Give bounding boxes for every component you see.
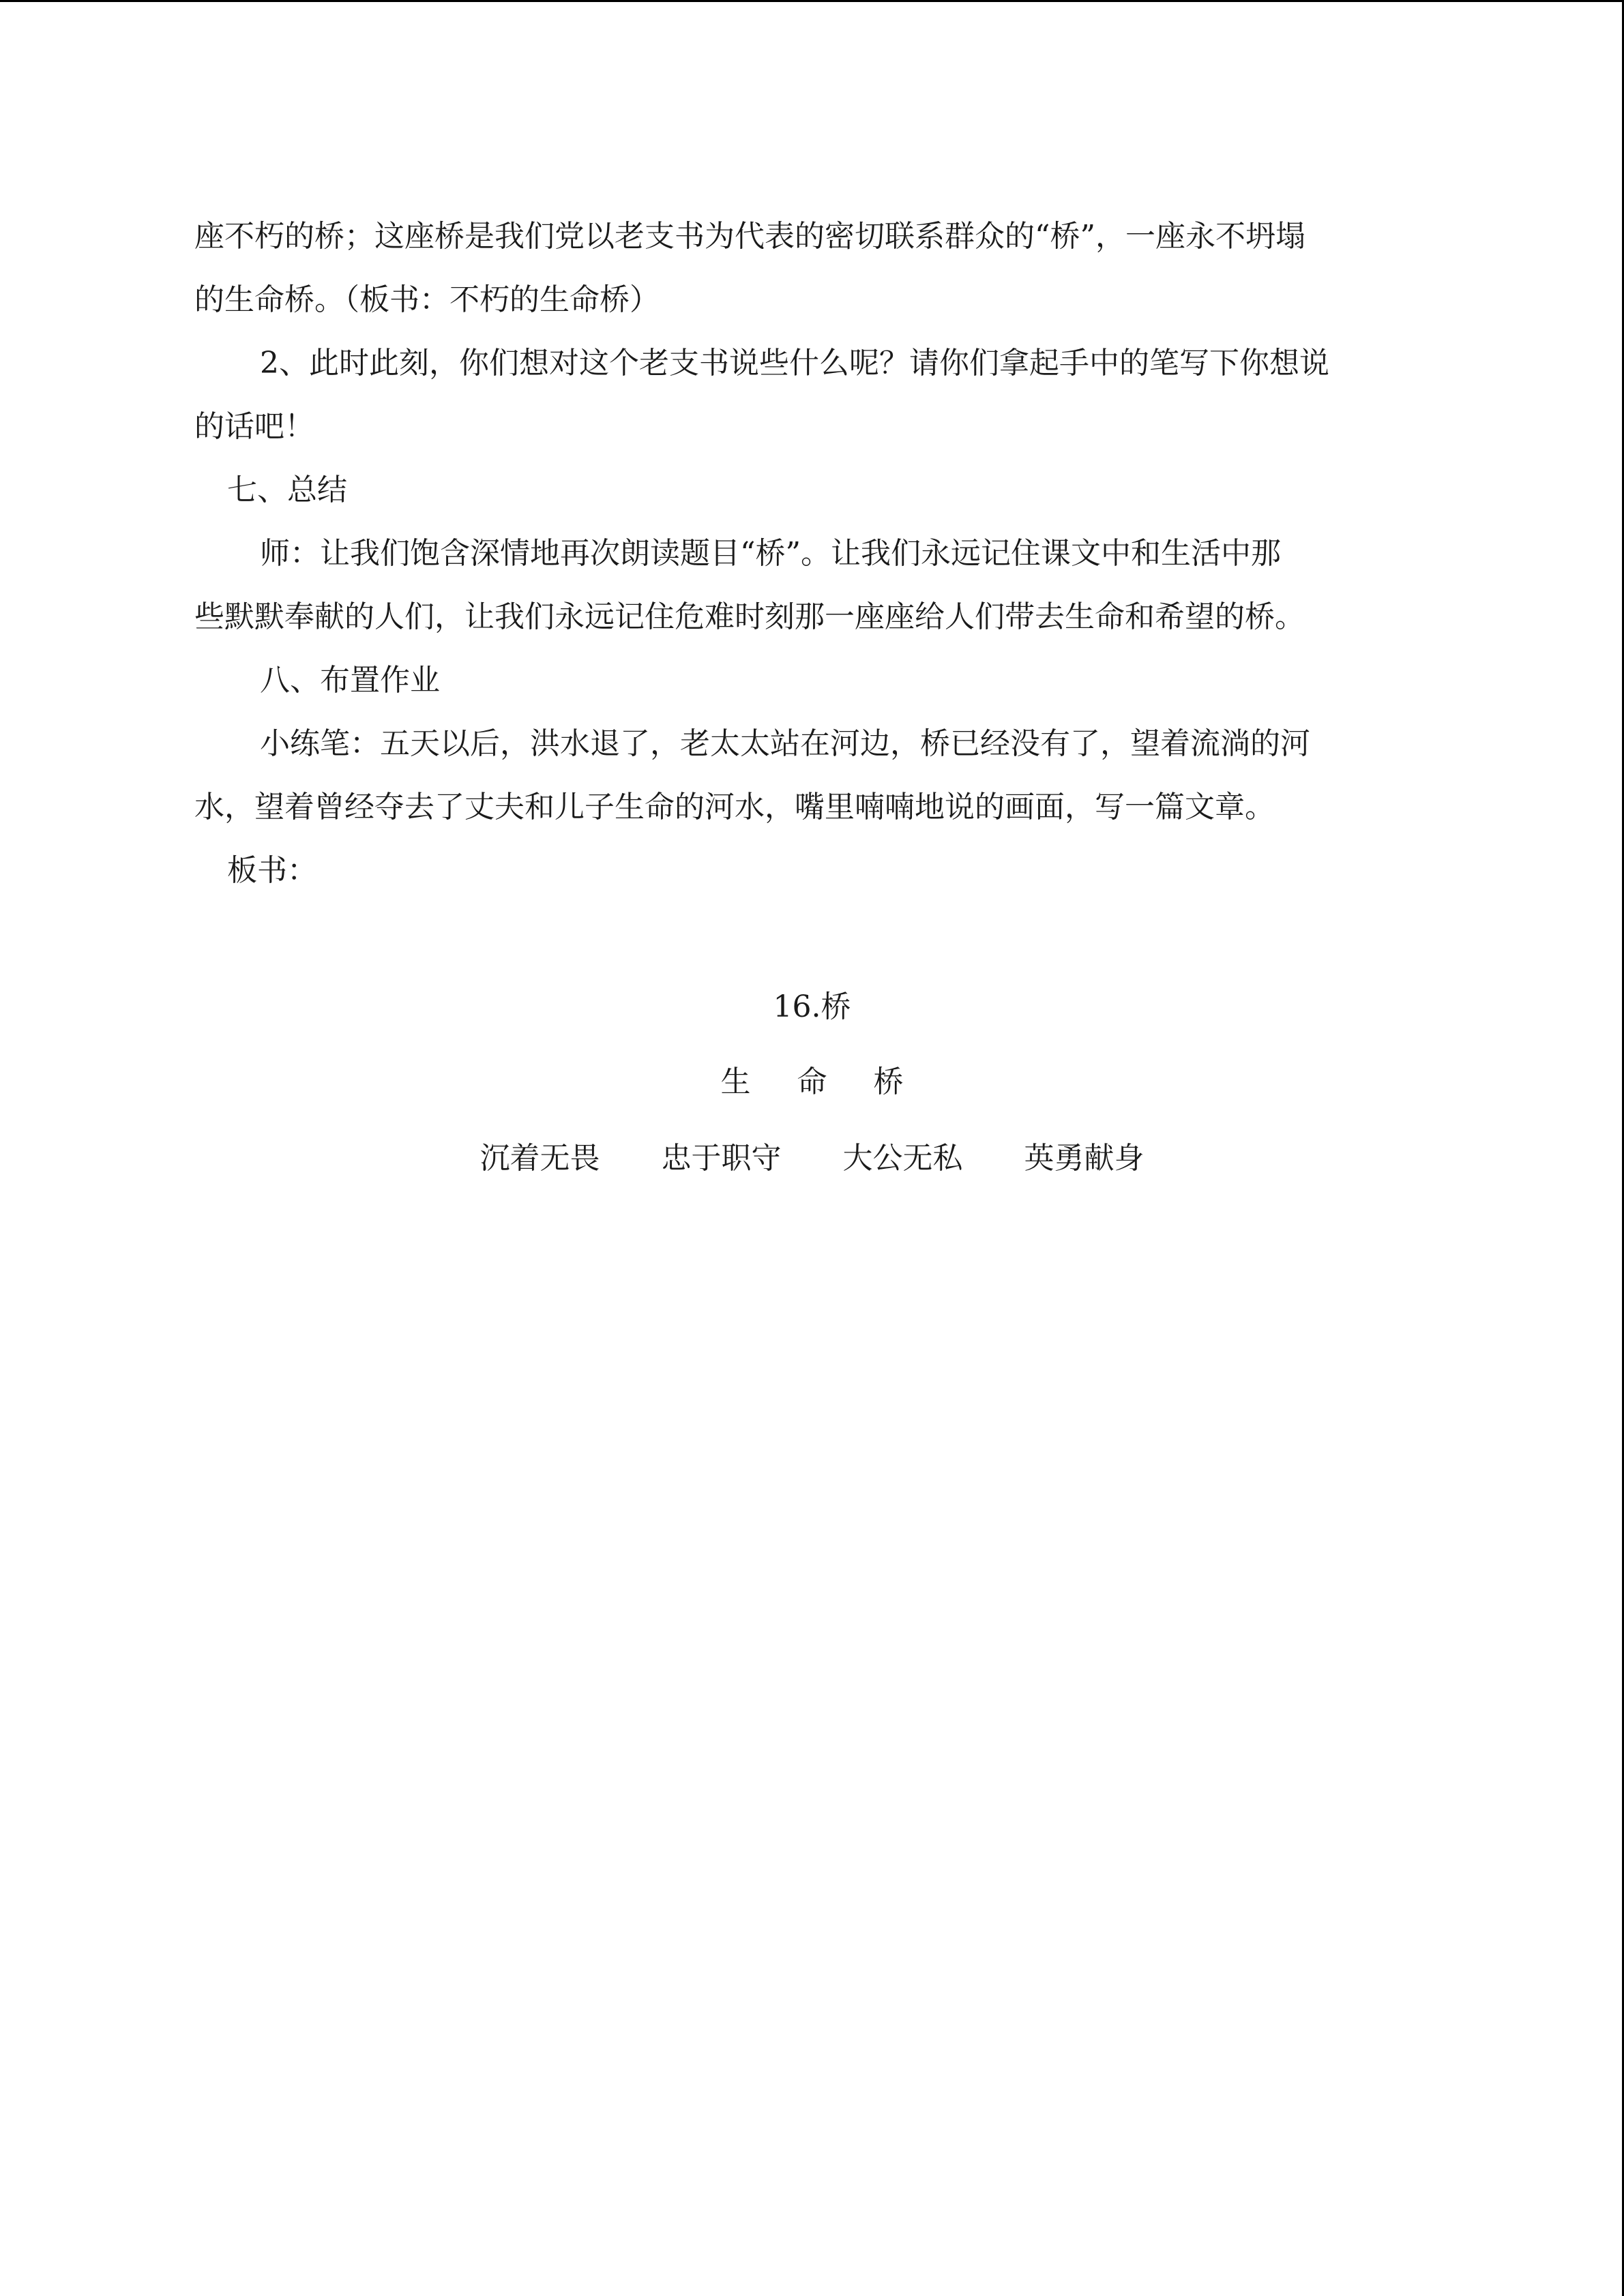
section-heading-homework: 八、布置作业 [260,663,440,698]
board-center-char: 命 [797,1064,827,1099]
board-center-char: 桥 [873,1064,904,1099]
paragraph-line: 的话吧！ [194,409,314,444]
page-border-top [0,0,1624,2]
paragraph-line: 小练笔：五天以后，洪水退了，老太太站在河边，桥已经没有了，望着流淌的河 [260,726,1310,761]
board-trait: 忠于职守 [661,1141,782,1176]
board-trait: 大公无私 [842,1141,963,1176]
section-heading-summary: 七、总结 [227,473,347,507]
board-traits [0,1133,1624,1177]
paragraph-line: 师：让我们饱含深情地再次朗读题目“桥”。让我们永远记住课文中和生活中那 [260,536,1281,571]
paragraph-line: 座不朽的桥；这座桥是我们党以老支书为代表的密切联系群众的“桥”，一座永不坍塌 [194,219,1305,254]
board-label: 板书： [227,853,317,888]
paragraph-line: 2、此时此刻，你们想对这个老支书说些什么呢？请你们拿起手中的笔写下你想说 [260,346,1329,381]
paragraph-line: 的生命桥。（板书：不朽的生命桥） [194,282,660,317]
paragraph-line: 些默默奉献的人们，让我们永远记住危难时刻那一座座给人们带去生命和希望的桥。 [194,599,1305,634]
board-trait: 英勇献身 [1024,1141,1145,1176]
lesson-text [194,205,1422,902]
paragraph-line: 水，望着曾经夺去了丈夫和儿子生命的河水，嘴里喃喃地说的画面，写一篇文章。 [194,790,1275,824]
board-center-phrase [0,1057,1624,1101]
board-trait: 沉着无畏 [479,1141,600,1176]
board-title: 16.桥 [773,989,851,1024]
board-center-char: 生 [720,1064,751,1099]
